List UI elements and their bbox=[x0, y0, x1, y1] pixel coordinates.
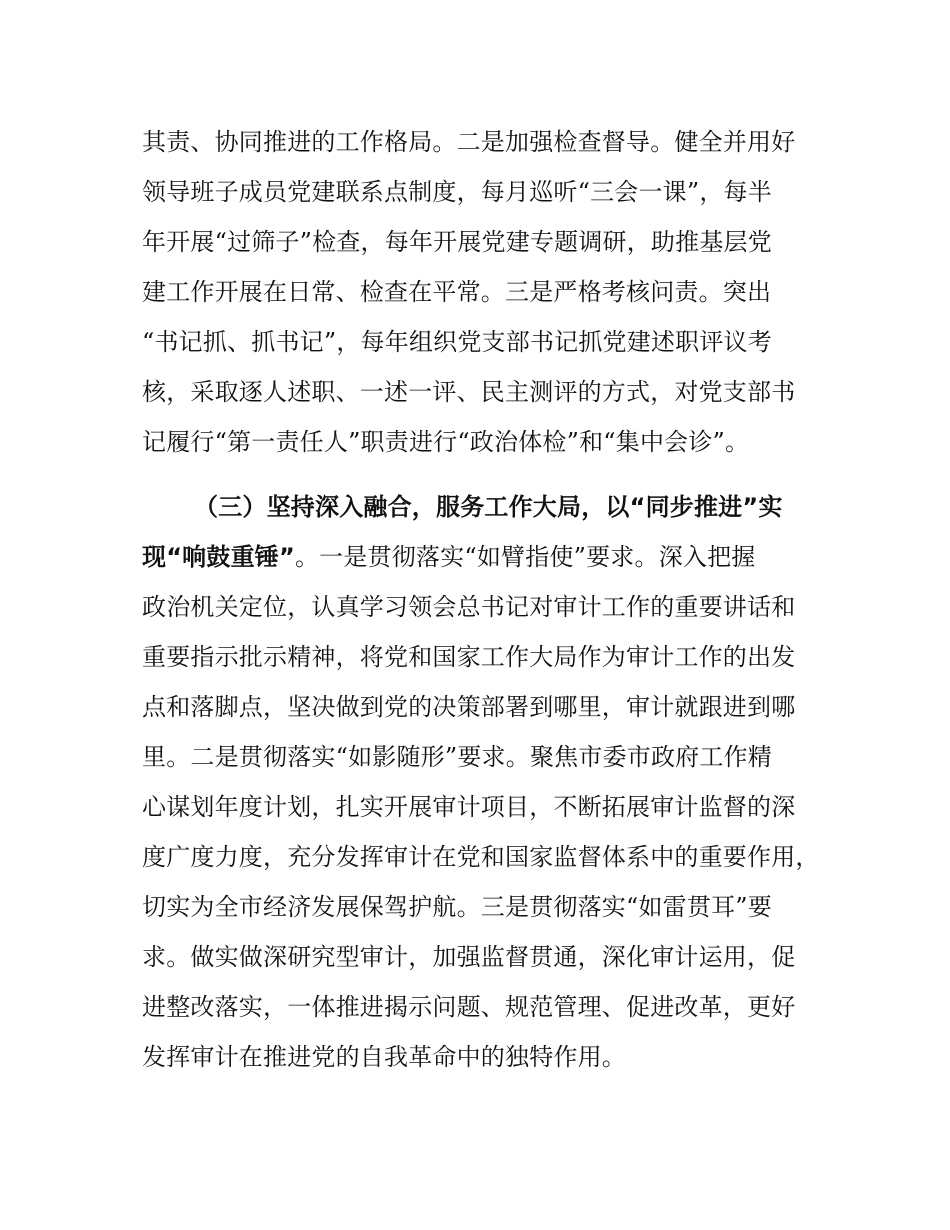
paragraph-line: 建工作开展在日常、检查在平常。三是严格考核问责。突出 bbox=[142, 278, 772, 306]
paragraph-line: 度广度力度，充分发挥审计在党和国家监督体系中的重要作用， bbox=[142, 843, 820, 871]
paragraph-line: 政治机关定位，认真学习领会总书记对审计工作的重要讲话和 bbox=[142, 593, 796, 621]
paragraph-line: 求。做实做深研究型审计，加强监督贯通，深化审计运用，促 bbox=[142, 943, 796, 971]
paragraph-text: 。一是贯彻落实“如臂指使”要求。深入把握 bbox=[294, 543, 756, 571]
paragraph-line: 进整改落实，一体推进揭示问题、规范管理、促进改革，更好 bbox=[142, 993, 796, 1021]
paragraph-line: 里。二是贯彻落实“如影随形”要求。聚焦市委市政府工作精 bbox=[142, 743, 772, 771]
section-heading: （三）坚持深入融合，服务工作大局，以“同步推进”实 bbox=[194, 493, 783, 521]
paragraph-line: 心谋划年度计划，扎实开展审计项目，不断拓展审计监督的深 bbox=[142, 793, 796, 821]
paragraph-line: 点和落脚点，坚决做到党的决策部署到哪里，审计就跟进到哪 bbox=[142, 693, 796, 721]
paragraph-line: 核，采取逐人述职、一述一评、民主测评的方式，对党支部书 bbox=[142, 378, 796, 406]
paragraph-line-with-heading bbox=[142, 543, 756, 571]
paragraph-line: 记履行“第一责任人”职责进行“政治体检”和“集中会诊”。 bbox=[142, 428, 750, 456]
paragraph-line: 其责、协同推进的工作格局。二是加强检查督导。健全并用好 bbox=[142, 128, 796, 156]
paragraph-line: 领导班子成员党建联系点制度，每月巡听“三会一课”，每半 bbox=[142, 178, 772, 206]
paragraph-line: 发挥审计在推进党的自我革命中的独特作用。 bbox=[142, 1043, 626, 1071]
section-heading-continuation: 现“响鼓重锤” bbox=[142, 543, 295, 571]
paragraph-line: 重要指示批示精神，将党和国家工作大局作为审计工作的出发 bbox=[142, 643, 796, 671]
paragraph-line: “书记抓、抓书记”，每年组织党支部书记抓党建述职评议考 bbox=[142, 328, 772, 356]
paragraph-line: 年开展“过筛子”检查，每年开展党建专题调研，助推基层党 bbox=[142, 228, 772, 256]
paragraph-line: 切实为全市经济发展保驾护航。三是贯彻落实“如雷贯耳”要 bbox=[142, 893, 772, 921]
